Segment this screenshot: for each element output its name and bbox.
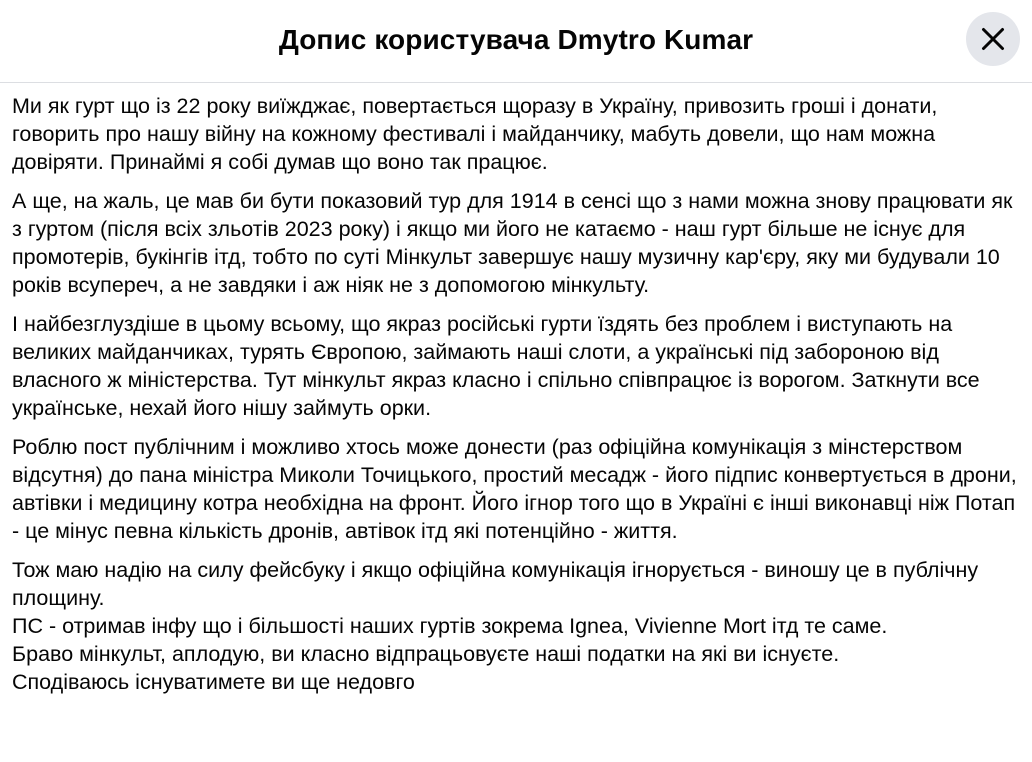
dialog-header	[0, 0, 1032, 83]
post-paragraph-4: Роблю пост публічним і можливо хтось може донести (раз офіційна комунікація з мінстерством відсутня) до пана міністра Миколи Точицького, простий месадж - його підпис конвертується в дрони, автівки і медицину котра необхідна на фронт. Його ігнор того що в Україні є інші виконавці ніж Потап - це мінус певна кількість дронів, автівок ітд які потенційно - життя.	[12, 435, 1017, 543]
close-button[interactable]	[966, 12, 1020, 66]
post-body	[12, 92, 1022, 707]
dialog-title: Допис користувача Dmytro Kumar	[278, 24, 754, 55]
close-icon	[981, 27, 1005, 51]
post-paragraph-1: Ми як гурт що із 22 року виїжджає, повертається щоразу в Україну, привозить гроші і донати, говорить про нашу війну на кожному фестивалі і майданчику, мабуть довели, що нам можна довіряти. Принаймі я собі думав що воно так працює.	[12, 94, 938, 174]
post-paragraph-3: І найбезглуздіше в цьому всьому, що якраз російські гурти їздять без проблем і виступають на великих майданчиках, турять Європою, займають наші слоти, а українські під забороною від власного ж міністерства. Тут мінкульт якраз класно і спільно співпрацює із ворогом. Заткнути все українське, нехай його нішу займуть орки.	[12, 312, 980, 420]
post-paragraph-5: Тож маю надію на силу фейсбуку і якщо офіційна комунікація ігнорується - виношу це в публічну площину. ПС - отримав інфу що і більшості наших гуртів зокрема Ignea, Vivienne Mort ітд те саме. Браво мінкульт, аплодую, ви класно відпрацьовуєте наші податки на які ви існуєте. Сподіваюсь існуватимете ви ще недовго	[12, 558, 979, 694]
post-paragraph-2: А ще, на жаль, це мав би бути показовий тур для 1914 в сенсі що з нами можна знову працювати як з гуртом (після всіх зльотів 2023 року) і якщо ми його не катаємо - наш гурт більше не існує для промотерів, букінгів ітд, тобто по суті Мінкульт завершує нашу музичну кар'єру, яку ми будували 10 років всупереч, а не завдяки і аж ніяк не з допомогою мінкульту.	[12, 189, 1013, 297]
